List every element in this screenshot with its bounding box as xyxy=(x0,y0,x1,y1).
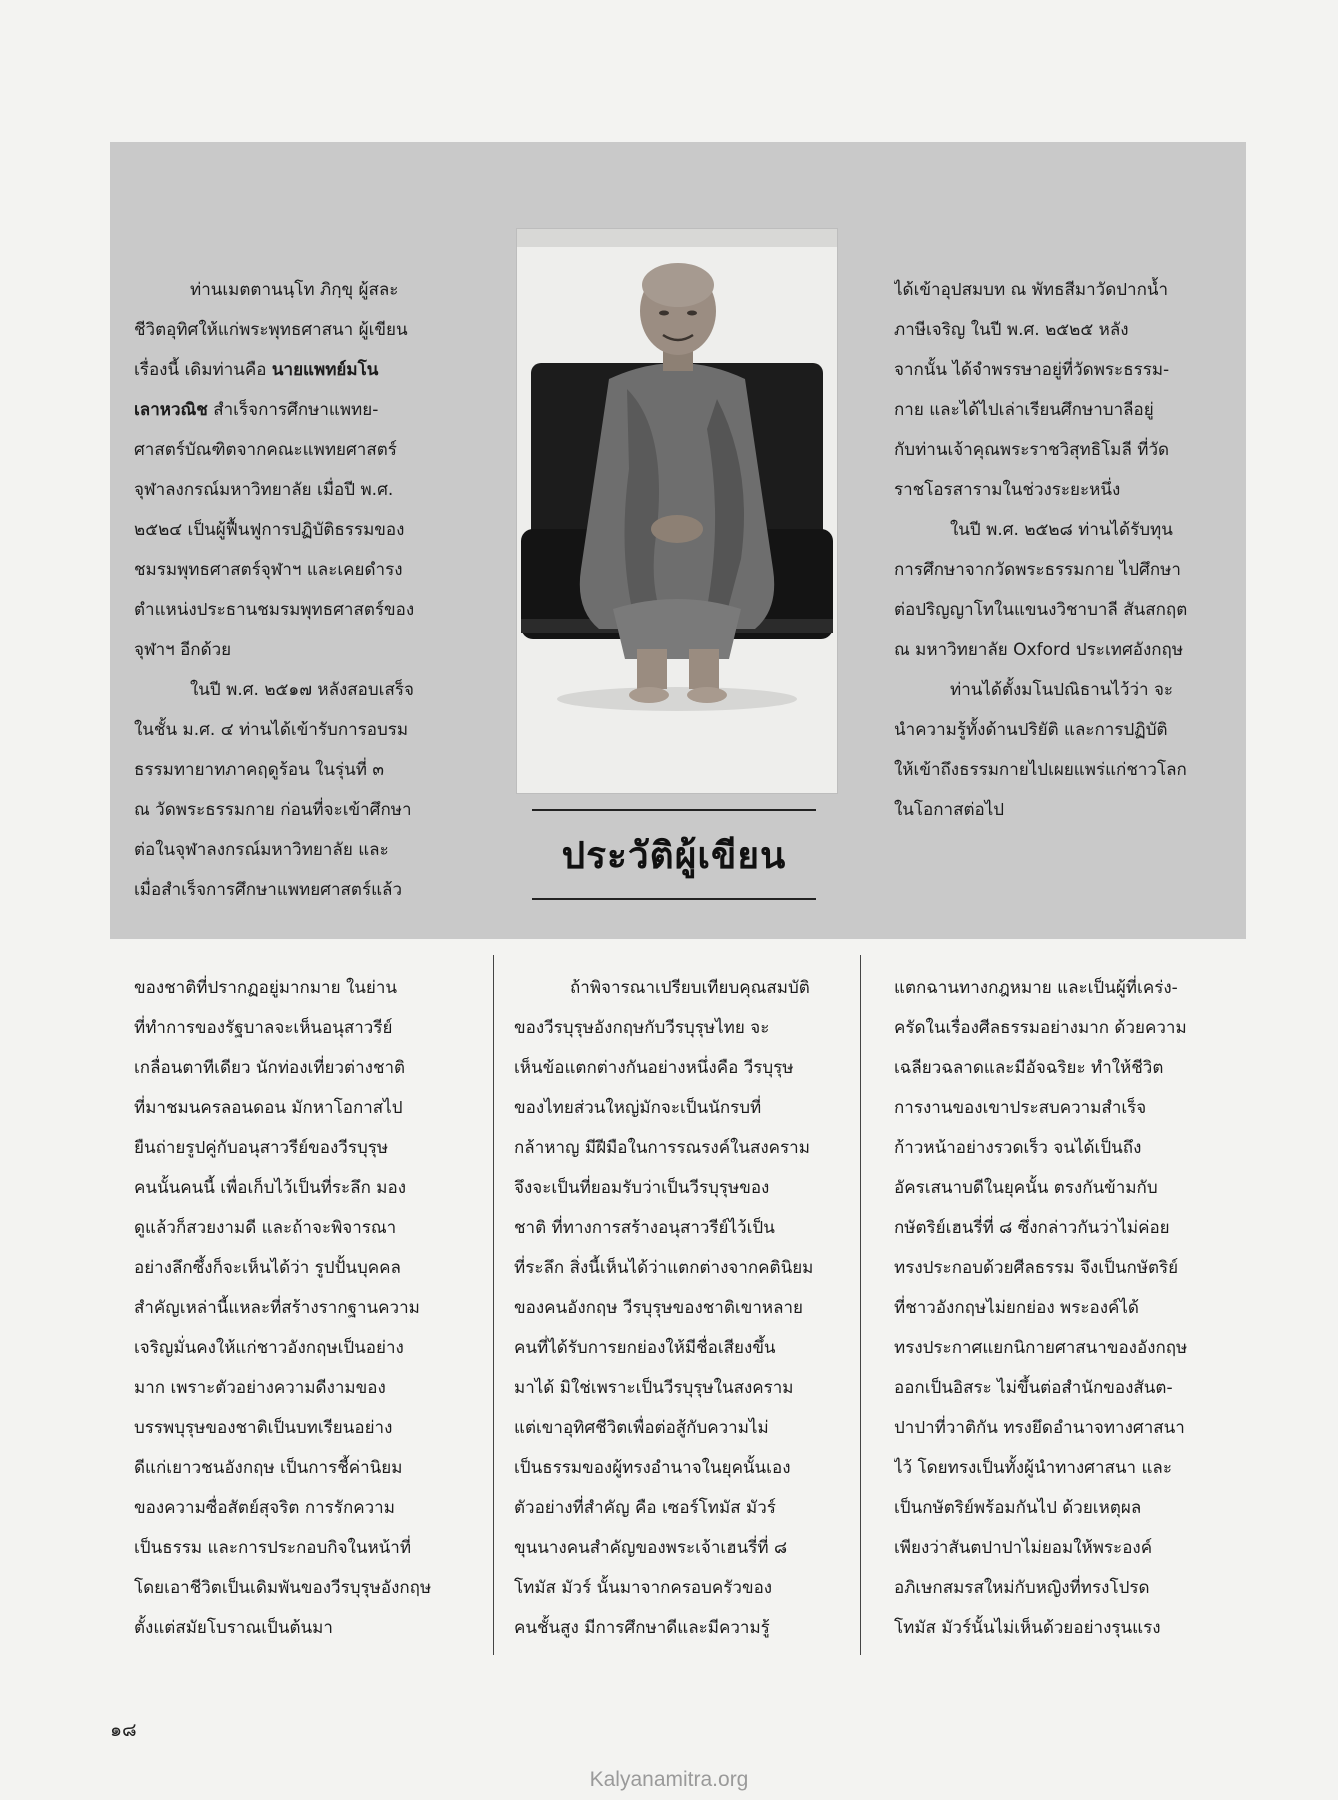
article-line: เห็นข้อแตกต่างกันอย่างหนึ่งคือ วีรบุรุษ xyxy=(514,1058,794,1078)
article-line: กษัตริย์เฮนรี่ที่ ๘ ซึ่งกล่าวกันว่าไม่ค่อย xyxy=(894,1218,1170,1238)
bio-line xyxy=(134,390,468,430)
bio-line: ตำแหน่งประธานชมรมพุทธศาสตร์ของ xyxy=(134,600,415,620)
article-line: กล้าหาญ มีฝีมือในการรณรงค์ในสงคราม xyxy=(514,1138,810,1158)
bio-line: ต่อในจุฬาลงกรณ์มหาวิทยาลัย และ xyxy=(134,840,389,860)
article-line: ของความซื่อสัตย์สุจริต การรักความ xyxy=(134,1498,395,1518)
bio-line: ชมรมพุทธศาสตร์จุฬาฯ และเคยดำรง xyxy=(134,560,403,580)
article-line: เฉลียวฉลาดและมีอัจฉริยะ ทำให้ชีวิต xyxy=(894,1058,1164,1078)
article-line: การงานของเขาประสบความสำเร็จ xyxy=(894,1098,1147,1118)
author-name-bold: เลาหวณิช xyxy=(134,400,208,420)
article-line: ตั้งแต่สมัยโบราณเป็นต้นมา xyxy=(134,1618,333,1638)
article-line: ถ้าพิจารณาเปรียบเทียบคุณสมบัติ xyxy=(570,978,810,998)
article-line: ของคนอังกฤษ วีรบุรุษของชาติเขาหลาย xyxy=(514,1298,803,1318)
article-line: ของวีรบุรุษอังกฤษกับวีรบุรุษไทย จะ xyxy=(514,1018,770,1038)
watermark-footer: Kalyanamitra.org xyxy=(589,1768,749,1791)
article-line: ของไทยส่วนใหญ่มักจะเป็นนักรบที่ xyxy=(514,1098,762,1118)
article-line: ที่ชาวอังกฤษไม่ยกย่อง พระองค์ได้ xyxy=(894,1298,1139,1318)
bio-line: ณ มหาวิทยาลัย Oxford ประเทศอังกฤษ xyxy=(894,640,1184,660)
bio-line: ธรรมทายาทภาคฤดูร้อน ในรุ่นที่ ๓ xyxy=(134,760,385,780)
bio-line: ภาษีเจริญ ในปี พ.ศ. ๒๕๒๕ หลัง xyxy=(894,320,1129,340)
article-line: โดยเอาชีวิตเป็นเดิมพันของวีรบุรุษอังกฤษ xyxy=(134,1578,432,1598)
bio-line: ศาสตร์บัณฑิตจากคณะแพทยศาสตร์ xyxy=(134,440,397,460)
page-number: ๑๘ xyxy=(110,1719,137,1741)
article-line: เป็นธรรม และการประกอบกิจในหน้าที่ xyxy=(134,1538,412,1558)
monk-portrait-image xyxy=(517,229,837,793)
article-line: ดีแก่เยาวชนอังกฤษ เป็นการชี้ค่านิยม xyxy=(134,1458,403,1478)
title-rule-top xyxy=(532,809,816,811)
bio-line: ได้เข้าอุปสมบท ณ พัทธสีมาวัดปากน้ำ xyxy=(894,280,1169,300)
article-line: ตัวอย่างที่สำคัญ คือ เซอร์โทมัส มัวร์ xyxy=(514,1498,776,1518)
article-line: คนชั้นสูง มีการศึกษาดีและมีความรู้ xyxy=(514,1618,770,1638)
bio-line-post: สำเร็จการศึกษาแพทย- xyxy=(207,400,379,420)
article-line: โทมัส มัวร์ นั้นมาจากครอบครัวของ xyxy=(514,1578,773,1598)
bio-line: กับท่านเจ้าคุณพระราชวิสุทธิโมลี ที่วัด xyxy=(894,440,1170,460)
article-column-3 xyxy=(894,968,1226,1648)
article-line: สำคัญเหล่านี้แหละที่สร้างรากฐานความ xyxy=(134,1298,420,1318)
article-line: อภิเษกสมรสใหม่กับหญิงที่ทรงโปรด xyxy=(894,1578,1150,1598)
bio-line: เมื่อสำเร็จการศึกษาแพทยศาสตร์แล้ว xyxy=(134,880,402,900)
article-line: ก้าวหน้าอย่างรวดเร็ว จนได้เป็นถึง xyxy=(894,1138,1142,1158)
article-line: เพียงว่าสันตปาปาไม่ยอมให้พระองค์ xyxy=(894,1538,1153,1558)
article-line: เป็นกษัตริย์พร้อมกันไป ด้วยเหตุผล xyxy=(894,1498,1142,1518)
bio-line: ในโอกาสต่อไป xyxy=(894,800,1005,820)
article-line: ที่มาชมนครลอนดอน มักหาโอกาสไป xyxy=(134,1098,403,1118)
article-line: มาก เพราะตัวอย่างความดีงามของ xyxy=(134,1378,386,1398)
column-divider xyxy=(860,955,861,1655)
article-line: แตกฉานทางกฎหมาย และเป็นผู้ที่เคร่ง- xyxy=(894,978,1178,998)
article-column-1 xyxy=(134,968,474,1648)
bio-left-column xyxy=(134,270,468,910)
bio-line: ในปี พ.ศ. ๒๕๑๗ หลังสอบเสร็จ xyxy=(190,680,414,700)
author-photo xyxy=(516,228,838,794)
section-title: ประวัติผู้เขียน xyxy=(561,834,787,877)
bio-line-pre: เรื่องนี้ เดิมท่านคือ xyxy=(134,360,272,380)
article-line: คนที่ได้รับการยกย่องให้มีชื่อเสียงขึ้น xyxy=(514,1338,776,1358)
bio-line xyxy=(134,350,468,390)
article-line: ออกเป็นอิสระ ไม่ขึ้นต่อสำนักของสันต- xyxy=(894,1378,1173,1398)
article-line: แต่เขาอุทิศชีวิตเพื่อต่อสู้กับความไม่ xyxy=(514,1418,769,1438)
column-divider xyxy=(493,955,494,1655)
bio-line: จุฬาฯ อีกด้วย xyxy=(134,640,232,660)
article-line: อย่างลึกซึ้งก็จะเห็นได้ว่า รูปปั้นบุคคล xyxy=(134,1258,401,1278)
article-line: ชาติ ที่ทางการสร้างอนุสาวรีย์ไว้เป็น xyxy=(514,1218,775,1238)
article-line: เกลื่อนตาทีเดียว นักท่องเที่ยวต่างชาติ xyxy=(134,1058,406,1078)
bio-line: การศึกษาจากวัดพระธรรมกาย ไปศึกษา xyxy=(894,560,1181,580)
bio-line: ราชโอรสารามในช่วงระยะหนึ่ง xyxy=(894,480,1121,500)
article-line: ที่ระลึก สิ่งนี้เห็นได้ว่าแตกต่างจากคตินิยม xyxy=(514,1258,814,1278)
bio-line: ณ วัดพระธรรมกาย ก่อนที่จะเข้าศึกษา xyxy=(134,800,412,820)
bio-line: ชีวิตอุทิศให้แก่พระพุทธศาสนา ผู้เขียน xyxy=(134,320,408,340)
article-column-2 xyxy=(514,968,844,1648)
article-line: ที่ทำการของรัฐบาลจะเห็นอนุสาวรีย์ xyxy=(134,1018,393,1038)
article-line: โทมัส มัวร์นั้นไม่เห็นด้วยอย่างรุนแรง xyxy=(894,1618,1161,1638)
bio-line: จากนั้น ได้จำพรรษาอยู่ที่วัดพระธรรม- xyxy=(894,360,1170,380)
bio-line: ต่อปริญญาโทในแขนงวิชาบาลี สันสกฤต xyxy=(894,600,1188,620)
article-line: ทรงประกอบด้วยศีลธรรม จึงเป็นกษัตริย์ xyxy=(894,1258,1179,1278)
article-line: ยืนถ่ายรูปคู่กับอนุสาวรีย์ของวีรบุรุษ xyxy=(134,1138,389,1158)
article-line: ของชาติที่ปรากฏอยู่มากมาย ในย่าน xyxy=(134,978,398,998)
bio-line: จุฬาลงกรณ์มหาวิทยาลัย เมื่อปี พ.ศ. xyxy=(134,480,394,500)
bio-line: ท่านได้ตั้งมโนปณิธานไว้ว่า จะ xyxy=(950,680,1174,700)
title-rule-bottom xyxy=(532,898,816,900)
article-line: อัครเสนาบดีในยุคนั้น ตรงกันข้ามกับ xyxy=(894,1178,1158,1198)
article-line: จึงจะเป็นที่ยอมรับว่าเป็นวีรบุรุษของ xyxy=(514,1178,770,1198)
article-line: ปาปาที่วาติกัน ทรงยึดอำนาจทางศาสนา xyxy=(894,1418,1185,1438)
author-name-bold: นายแพทย์มโน xyxy=(271,360,379,380)
bio-line: ๒๕๒๔ เป็นผู้ฟื้นฟูการปฏิบัติธรรมของ xyxy=(134,520,405,540)
article-line: เจริญมั่นคงให้แก่ชาวอังกฤษเป็นอย่าง xyxy=(134,1338,404,1358)
article-line: มาได้ มิใช่เพราะเป็นวีรบุรุษในสงคราม xyxy=(514,1378,794,1398)
article-line: ดูแล้วก็สวยงามดี และถ้าจะพิจารณา xyxy=(134,1218,397,1238)
bio-line: ให้เข้าถึงธรรมกายไปเผยแพร่แก่ชาวโลก xyxy=(894,760,1187,780)
bio-line: กาย และได้ไปเล่าเรียนศึกษาบาลีอยู่ xyxy=(894,400,1154,420)
article-line: คนนั้นคนนี้ เพื่อเก็บไว้เป็นที่ระลึก มอง xyxy=(134,1178,406,1198)
bio-line: ในปี พ.ศ. ๒๕๒๘ ท่านได้รับทุน xyxy=(950,520,1173,540)
bio-line: ในชั้น ม.ศ. ๔ ท่านได้เข้ารับการอบรม xyxy=(134,720,409,740)
article-line: ครัดในเรื่องศีลธรรมอย่างมาก ด้วยความ xyxy=(894,1018,1187,1038)
bio-right-column xyxy=(894,270,1224,830)
article-line: ทรงประกาศแยกนิกายศาสนาของอังกฤษ xyxy=(894,1338,1188,1358)
article-line: ไว้ โดยทรงเป็นทั้งผู้นำทางศาสนา และ xyxy=(894,1458,1172,1478)
bio-line: นำความรู้ทั้งด้านปริยัติ และการปฏิบัติ xyxy=(894,720,1168,740)
article-line: บรรพบุรุษของชาติเป็นบทเรียนอย่าง xyxy=(134,1418,393,1438)
bio-line: ท่านเมตตานนฺโท ภิกฺขุ ผู้สละ xyxy=(190,280,399,300)
article-line: ขุนนางคนสำคัญของพระเจ้าเฮนรี่ที่ ๘ xyxy=(514,1538,788,1558)
article-line: เป็นธรรมของผู้ทรงอำนาจในยุคนั้นเอง xyxy=(514,1458,791,1478)
